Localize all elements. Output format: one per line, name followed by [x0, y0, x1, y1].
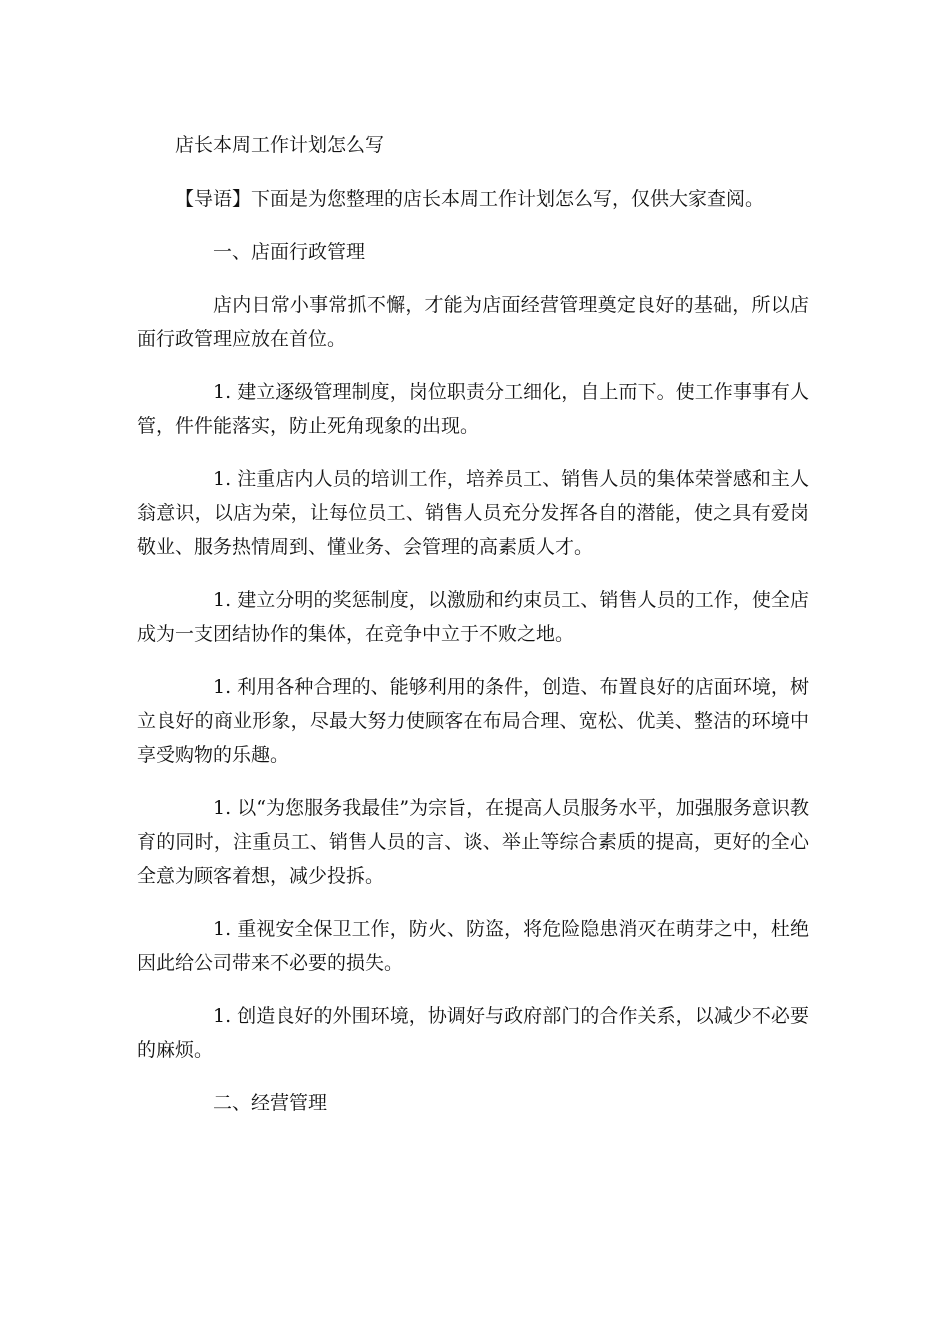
list-item: 1. 重视安全保卫工作，防火、防盗，将危险隐患消灭在萌芽之中，杜绝因此给公司带来不必要的损失。 — [137, 918, 809, 974]
section-heading-business: 二、经营管理 — [213, 1092, 328, 1114]
list-item: 1. 以“为您服务我最佳”为宗旨，在提高人员服务水平，加强服务意识教育的同时，注重员工、销售人员的言、谈、举止等综合素质的提高，更好的全心全意为顾客着想，减少投拆。 — [137, 797, 809, 887]
document-body — [137, 128, 809, 1120]
section-heading-administration: 一、店面行政管理 — [213, 241, 366, 263]
list-item: 1. 创造良好的外围环境，协调好与政府部门的合作关系，以减少不必要的麻烦。 — [137, 1005, 809, 1061]
document-title: 店长本周工作计划怎么写 — [175, 134, 385, 156]
list-item: 1. 注重店内人员的培训工作，培养员工、销售人员的集体荣誉感和主人翁意识，以店为荣，让每位员工、销售人员充分发挥各自的潜能，使之具有爱岗敬业、服务热情周到、懂业务、会管理的高素质人才。 — [137, 468, 809, 558]
list-item: 1. 建立逐级管理制度，岗位职责分工细化，自上而下。使工作事事有人管，件件能落实，防止死角现象的出现。 — [137, 381, 809, 437]
list-item: 1. 建立分明的奖惩制度，以激励和约束员工、销售人员的工作，使全店成为一支团结协作的集体，在竞争中立于不败之地。 — [137, 589, 809, 645]
intro-paragraph: 【导语】下面是为您整理的店长本周工作计划怎么写，仅供大家查阅。 — [175, 188, 765, 210]
paragraph: 店内日常小事常抓不懈，才能为店面经营管理奠定良好的基础，所以店面行政管理应放在首位。 — [137, 294, 809, 350]
list-item: 1. 利用各种合理的、能够利用的条件，创造、布置良好的店面环境，树立良好的商业形象，尽最大努力使顾客在布局合理、宽松、优美、整洁的环境中享受购物的乐趣。 — [137, 676, 809, 766]
